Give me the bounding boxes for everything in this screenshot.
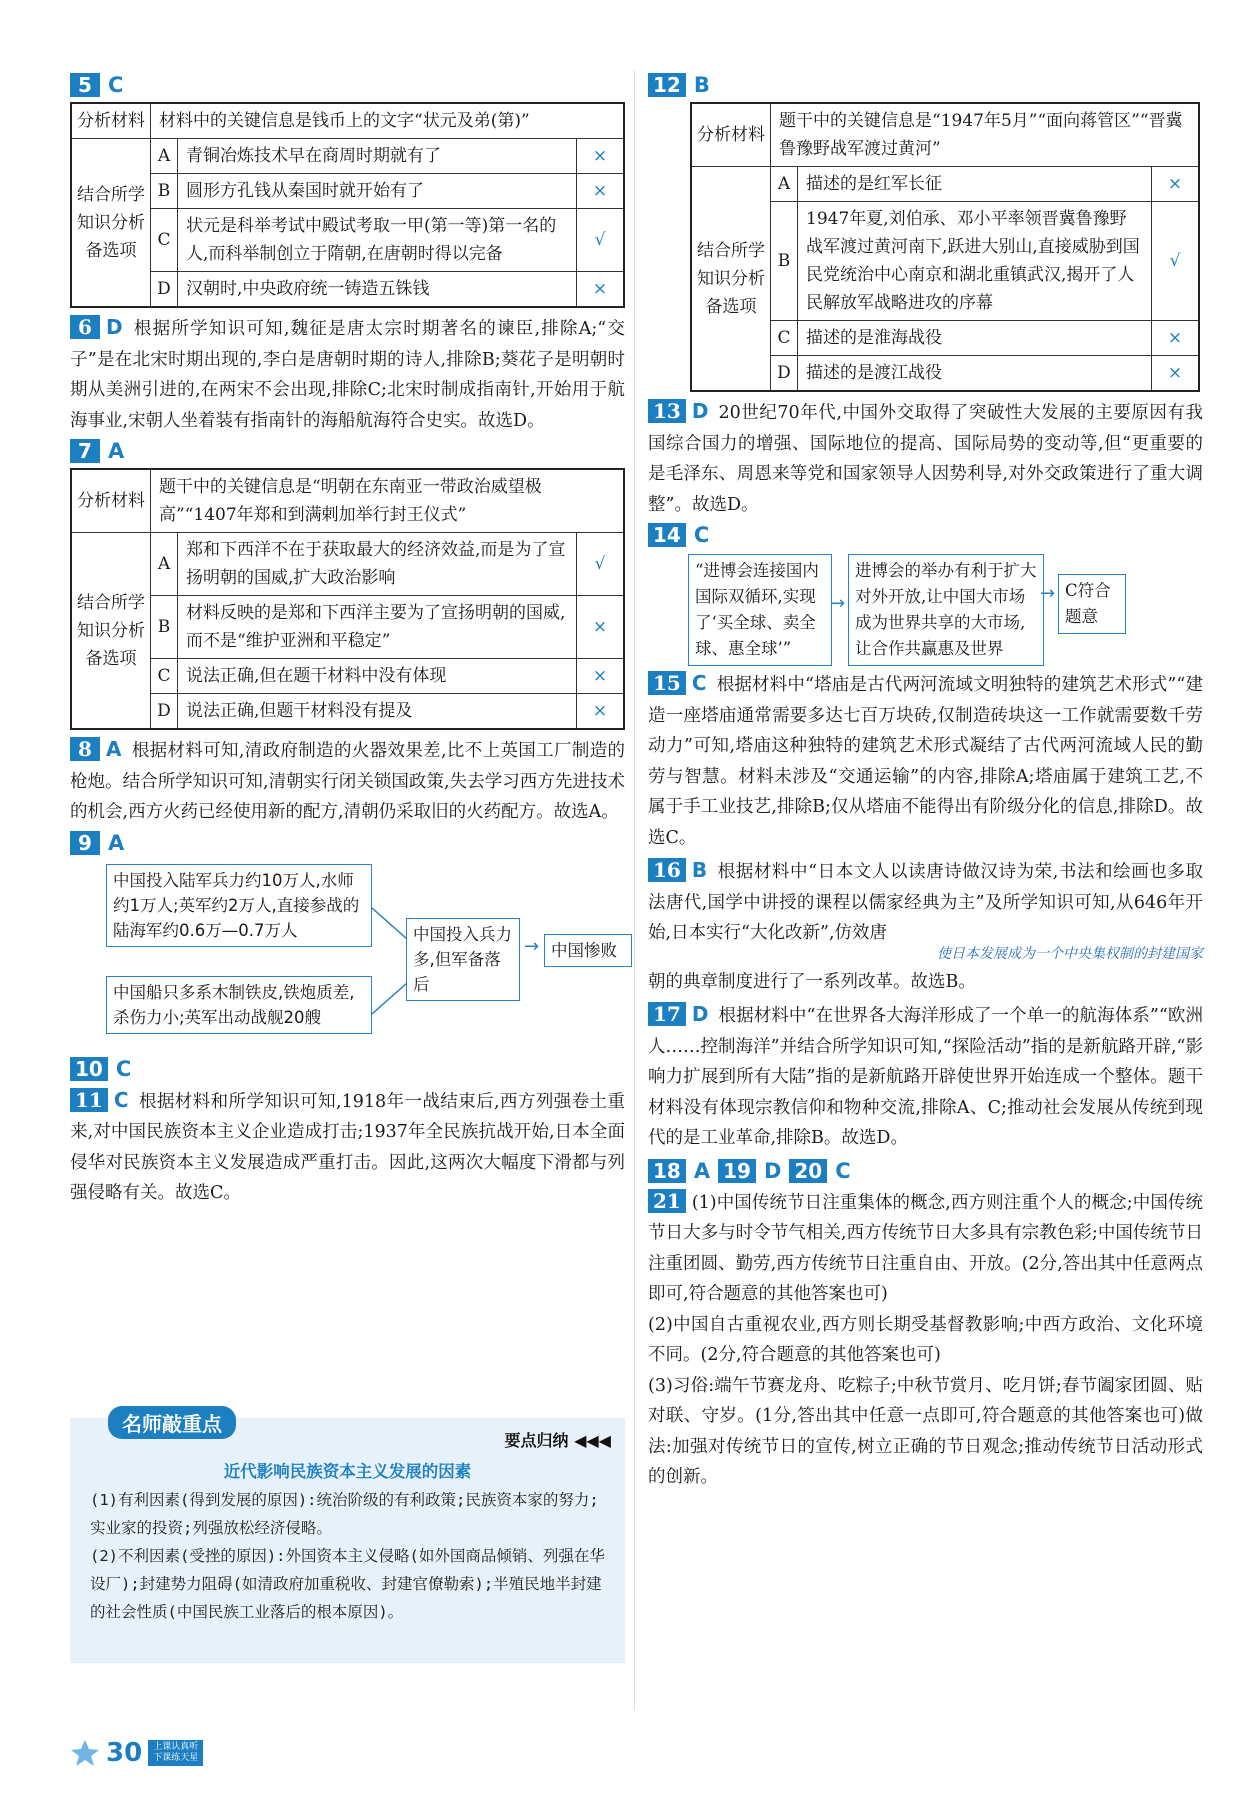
q7-analysis-table [70, 468, 625, 730]
explanation-text: 根据材料中“塔庙是古代两河流域文明独特的建筑艺术形式”“建造一座塔庙通常需要多达七百万块砖,仅制造砖块这一工作就需要数千劳动力”可知,塔庙这种独特的建筑艺术形式凝结了古代两河流域人民的勤劳与智慧。材料未涉及“交通运输”的内容,排除A;塔庙属于建筑工艺,不属于手工业技艺,排除B;仅从塔庙不能得出有阶级分化的信息,排除D。故选C。 [648, 675, 1203, 848]
explanation-text: 根据材料和所学知识可知,1918年一战结束后,西方列强卷土重来,对中国民族资本主义企业造成打击;1937年全民族抗战开始,日本全面侵华对民族资本主义发展造成严重打击。因此,这两次大幅度下滑都与列强侵略有关。故选C。 [70, 1091, 625, 1203]
answer-letter: C [835, 1158, 851, 1183]
teacher-key-points-panel [70, 1412, 625, 1663]
question-number: 15 [648, 671, 686, 695]
question-number: 17 [648, 1002, 686, 1026]
option-key: A [771, 167, 798, 202]
explanation-text: 20世纪70年代,中国外交取得了突破性大发展的主要原因有我国综合国力的增强、国际地位的提高、国际局势的变动等,但“更重要的是毛泽东、周恩来等党和国家领导人因势利导,对外交政策进行了重大调整”。故选D。 [648, 403, 1203, 515]
q10-header [70, 1056, 625, 1082]
cross-mark: × [577, 139, 625, 174]
q21-part3: (3)习俗:端午节赛龙舟、吃粽子;中秋节赏月、吃月饼;春节阖家团圆、贴对联、守岁。(1分,答出其中任意一点即可,符合题意的其他答案也可)做法:加强对传统节日的宣传,树立正确的节日观念;推动传统节日活动形式的创新。 [648, 1375, 1203, 1487]
question-number: 7 [70, 439, 100, 463]
question-number: 19 [718, 1159, 756, 1183]
cross-mark: × [1152, 321, 1200, 356]
knowledge-label: 结合所学知识分析备选项 [691, 167, 771, 392]
q9-flow-diagram [70, 856, 625, 1056]
option-key: D [151, 694, 178, 730]
q16-paragraph [648, 855, 1203, 949]
q6-paragraph [70, 312, 625, 436]
question-number: 13 [648, 399, 686, 423]
option-text: 青铜冶炼技术早在商周时期就有了 [178, 139, 577, 174]
answer-letter: D [691, 399, 709, 423]
answer-letter: B [691, 858, 708, 882]
handwritten-note: 使日本发展成为一个中央集权制的封建国家 [937, 945, 1203, 962]
answer-letter: D [106, 315, 123, 339]
page-footer [70, 1738, 203, 1768]
q16-handwritten-note-row [648, 945, 1203, 967]
option-text: 汉朝时,中央政府统一铸造五铢钱 [178, 272, 577, 308]
option-key: D [771, 356, 798, 392]
q14-box-material: “进博会连接国内国际双循环,实现了‘买全球、卖全球、惠全球’” [688, 554, 832, 666]
slogan-line-1: 上课认真听 [153, 1742, 199, 1752]
question-number: 5 [70, 73, 100, 97]
cross-mark: × [577, 659, 625, 694]
q18-20-header [648, 1158, 1203, 1184]
q13-paragraph [648, 396, 1203, 520]
question-number: 8 [70, 737, 100, 761]
explanation-text: 根据材料中“在世界各大海洋形成了一个单一的航海体系”“欧洲人……控制海洋”并结合所学知识可知,“探险活动”指的是新航路开辟,“影响力扩展到所有大陆”指的是新航路开辟使世界开始连成一个整体。题干材料没有体现宗教信仰和物种交流,排除A、C;推动社会发展从传统到现代的是工业革命,排除B。故选D。 [648, 1006, 1203, 1148]
check-mark: √ [577, 209, 625, 272]
analysis-label: 分析材料 [691, 103, 771, 167]
q5-analysis-table [70, 102, 625, 308]
answer-letter: B [693, 73, 710, 97]
q5-header [70, 72, 625, 98]
answer-letter: A [106, 737, 122, 761]
answer-letter: A [693, 1158, 711, 1183]
check-mark: √ [577, 533, 625, 596]
option-key: A [151, 533, 178, 596]
q14-header [648, 522, 1203, 548]
answer-letter: A [108, 830, 125, 855]
q14-flow-diagram [648, 548, 1203, 668]
explanation-text: 根据材料可知,清政府制造的火器效果差,比不上英国工厂制造的枪炮。结合所学知识可知,清朝实行闭关锁国政策,失去学习西方先进技术的机会,西方火药已经使用新的配方,清朝仍采取旧的火药配方。故选A。 [70, 741, 625, 822]
analysis-text: 材料中的关键信息是钱币上的文字“状元及弟(第)” [151, 103, 625, 139]
answer-letter: D [763, 1158, 782, 1183]
question-number: 10 [70, 1057, 108, 1081]
q11-paragraph [70, 1085, 625, 1209]
q14-box-analysis: 进博会的举办有利于扩大对外开放,让中国大市场成为世界共享的大市场,让合作共赢惠及世界 [848, 554, 1044, 666]
analysis-text: 题干中的关键信息是“明朝在东南亚一带政治威望极高”“1407年郑和到满剌加举行封王仪式” [151, 469, 625, 533]
answer-letter: C [108, 73, 124, 97]
teacher-banner: 名师敲重点 [108, 1406, 236, 1439]
option-text: 圆形方孔钱从秦国时就开始有了 [178, 174, 577, 209]
question-number: 14 [648, 523, 686, 547]
option-text: 描述的是渡江战役 [798, 356, 1152, 392]
q17-paragraph [648, 999, 1203, 1154]
cross-mark: × [1152, 356, 1200, 392]
q12-header [648, 72, 1203, 98]
option-key: B [771, 202, 798, 321]
option-text: 材料反映的是郑和下西洋主要为了宣扬明朝的国威,而不是“维护亚洲和平稳定” [178, 596, 577, 659]
answer-letter: C [113, 1087, 129, 1112]
option-text: 说法正确,但在题干材料中没有体现 [178, 659, 577, 694]
option-key: C [151, 209, 178, 272]
q9-box-equipment: 中国船只多系木制铁皮,铁炮质差,杀伤力小;英军出动战舰20艘 [106, 976, 372, 1034]
answer-letter: A [108, 439, 125, 463]
q15-paragraph [648, 668, 1203, 853]
option-text: 描述的是红军长征 [798, 167, 1152, 202]
q9-box-conclusion: 中国投入兵力多,但军备落后 [406, 918, 520, 1001]
option-key: C [151, 659, 178, 694]
option-key: C [771, 321, 798, 356]
option-key: D [151, 272, 178, 308]
cross-mark: × [577, 694, 625, 730]
q16-paragraph-continued [648, 967, 1203, 998]
q12-analysis-table [690, 102, 1200, 392]
analysis-label: 分析材料 [71, 469, 151, 533]
q21-answer [648, 1188, 1203, 1493]
analysis-text: 题干中的关键信息是“1947年5月”“面向蒋管区”“晋冀鲁豫野战军渡过黄河” [771, 103, 1200, 167]
explanation-text: 根据所学知识可知,魏征是唐太宗时期著名的谏臣,排除A;“交子”是在北宋时期出现的,李白是唐朝时期的诗人,排除B;葵花子是明朝时期从美洲引进的,在两宋不会出现,排除C;北宋时制成指南针,开始用于航海事业,宋朝人坐着装有指南针的海船航海符合史实。故选D。 [70, 319, 625, 431]
q9-box-forces: 中国投入陆军兵力约10万人,水师约1万人;英军约2万人,直接参战的陆海军约0.6万—0.7万人 [106, 864, 372, 947]
explanation-text: 朝的典章制度进行了一系列改革。故选B。 [648, 971, 976, 992]
q21-part2: (2)中国自古重视农业,西方则长期受基督教影响;中西方政治、文化环境不同。(2分,符合题意的其他答案也可) [648, 1314, 1203, 1365]
footer-slogan [148, 1740, 203, 1766]
option-text: 郑和下西洋不在于获取最大的经济效益,而是为了宣扬明朝的国威,扩大政治影响 [178, 533, 577, 596]
unfavorable-factors: (2)不利因素(受挫的原因):外国资本主义侵略(如外国商品倾销、列强在华设厂);封建势力阻碍(如清政府加重税收、封建官僚勒索);半殖民地半封建的社会性质(中国民族工业落后的根本原因)。 [90, 1547, 605, 1621]
answer-letter: C [693, 523, 710, 547]
option-key: A [151, 139, 178, 174]
answer-letter: C [691, 671, 707, 695]
slogan-line-2: 下课练天星 [153, 1753, 199, 1763]
arrow-right-icon: → [830, 593, 846, 614]
cross-mark: × [577, 174, 625, 209]
cross-mark: × [1152, 167, 1200, 202]
explanation-text: 根据材料中“日本文人以读唐诗做汉诗为荣,书法和绘画也多取法唐代,国学中讲授的课程以儒家经典为主”及所学知识可知,从646年开始,日本实行“大化改新”,仿效唐 [648, 862, 1203, 943]
star-logo-icon [70, 1738, 100, 1768]
q14-box-conclusion: C符合题意 [1058, 574, 1126, 634]
cross-mark: × [577, 272, 625, 308]
option-key: B [151, 174, 178, 209]
key-points-body [90, 1486, 613, 1626]
option-text: 1947年夏,刘伯承、邓小平率领晋冀鲁豫野战军渡过黄河南下,跃进大别山,直接威胁到国民党统治中心南京和湖北重镇武汉,揭开了人民解放军战略进攻的序幕 [798, 202, 1152, 321]
right-column [648, 72, 1203, 1493]
check-mark: √ [1152, 202, 1200, 321]
option-key: B [151, 596, 178, 659]
key-points-title: 近代影响民族资本主义发展的因素 [223, 1462, 472, 1481]
question-number: 16 [648, 858, 686, 882]
option-text: 描述的是淮海战役 [798, 321, 1152, 356]
cross-mark: × [577, 596, 625, 659]
answer-letter: D [691, 1002, 709, 1026]
column-divider [634, 70, 635, 1710]
page-number: 30 [106, 1738, 143, 1768]
q9-header [70, 830, 625, 856]
arrow-right-icon: → [524, 935, 540, 957]
key-summary-tag: 要点归纳 ◀◀◀ [504, 1431, 611, 1450]
question-number: 6 [70, 315, 100, 339]
question-number: 21 [648, 1189, 686, 1213]
answer-letter: C [115, 1056, 132, 1081]
q9-box-result: 中国惨败 [544, 934, 632, 967]
q21-part1: (1)中国传统节日注重集体的概念,西方则注重个人的概念;中国传统节日大多与时令节气相关,西方传统节日大多具有宗教色彩;中国传统节日注重团圆、勤劳,西方传统节日注重自由、开放。(2分,答出其中任意两点即可,符合题意的其他答案也可) [648, 1192, 1203, 1304]
option-text: 说法正确,但题干材料没有提及 [178, 694, 577, 730]
left-column [70, 72, 625, 1209]
question-number: 11 [70, 1088, 108, 1112]
q8-paragraph [70, 734, 625, 828]
question-number: 18 [648, 1159, 686, 1183]
analysis-label: 分析材料 [71, 103, 151, 139]
question-number: 12 [648, 73, 686, 97]
arrow-right-icon: → [1040, 583, 1056, 604]
q7-header [70, 438, 625, 464]
favorable-factors: (1)有利因素(得到发展的原因):统治阶级的有利政策;民族资本家的努力;实业家的投资;列强放松经济侵略。 [90, 1491, 599, 1537]
option-text: 状元是科举考试中殿试考取一甲(第一等)第一名的人,而科举制创立于隋朝,在唐朝时得以完备 [178, 209, 577, 272]
question-number: 9 [70, 831, 100, 855]
knowledge-label: 结合所学知识分析备选项 [71, 533, 151, 730]
question-number: 20 [789, 1159, 827, 1183]
knowledge-label: 结合所学知识分析备选项 [71, 139, 151, 308]
